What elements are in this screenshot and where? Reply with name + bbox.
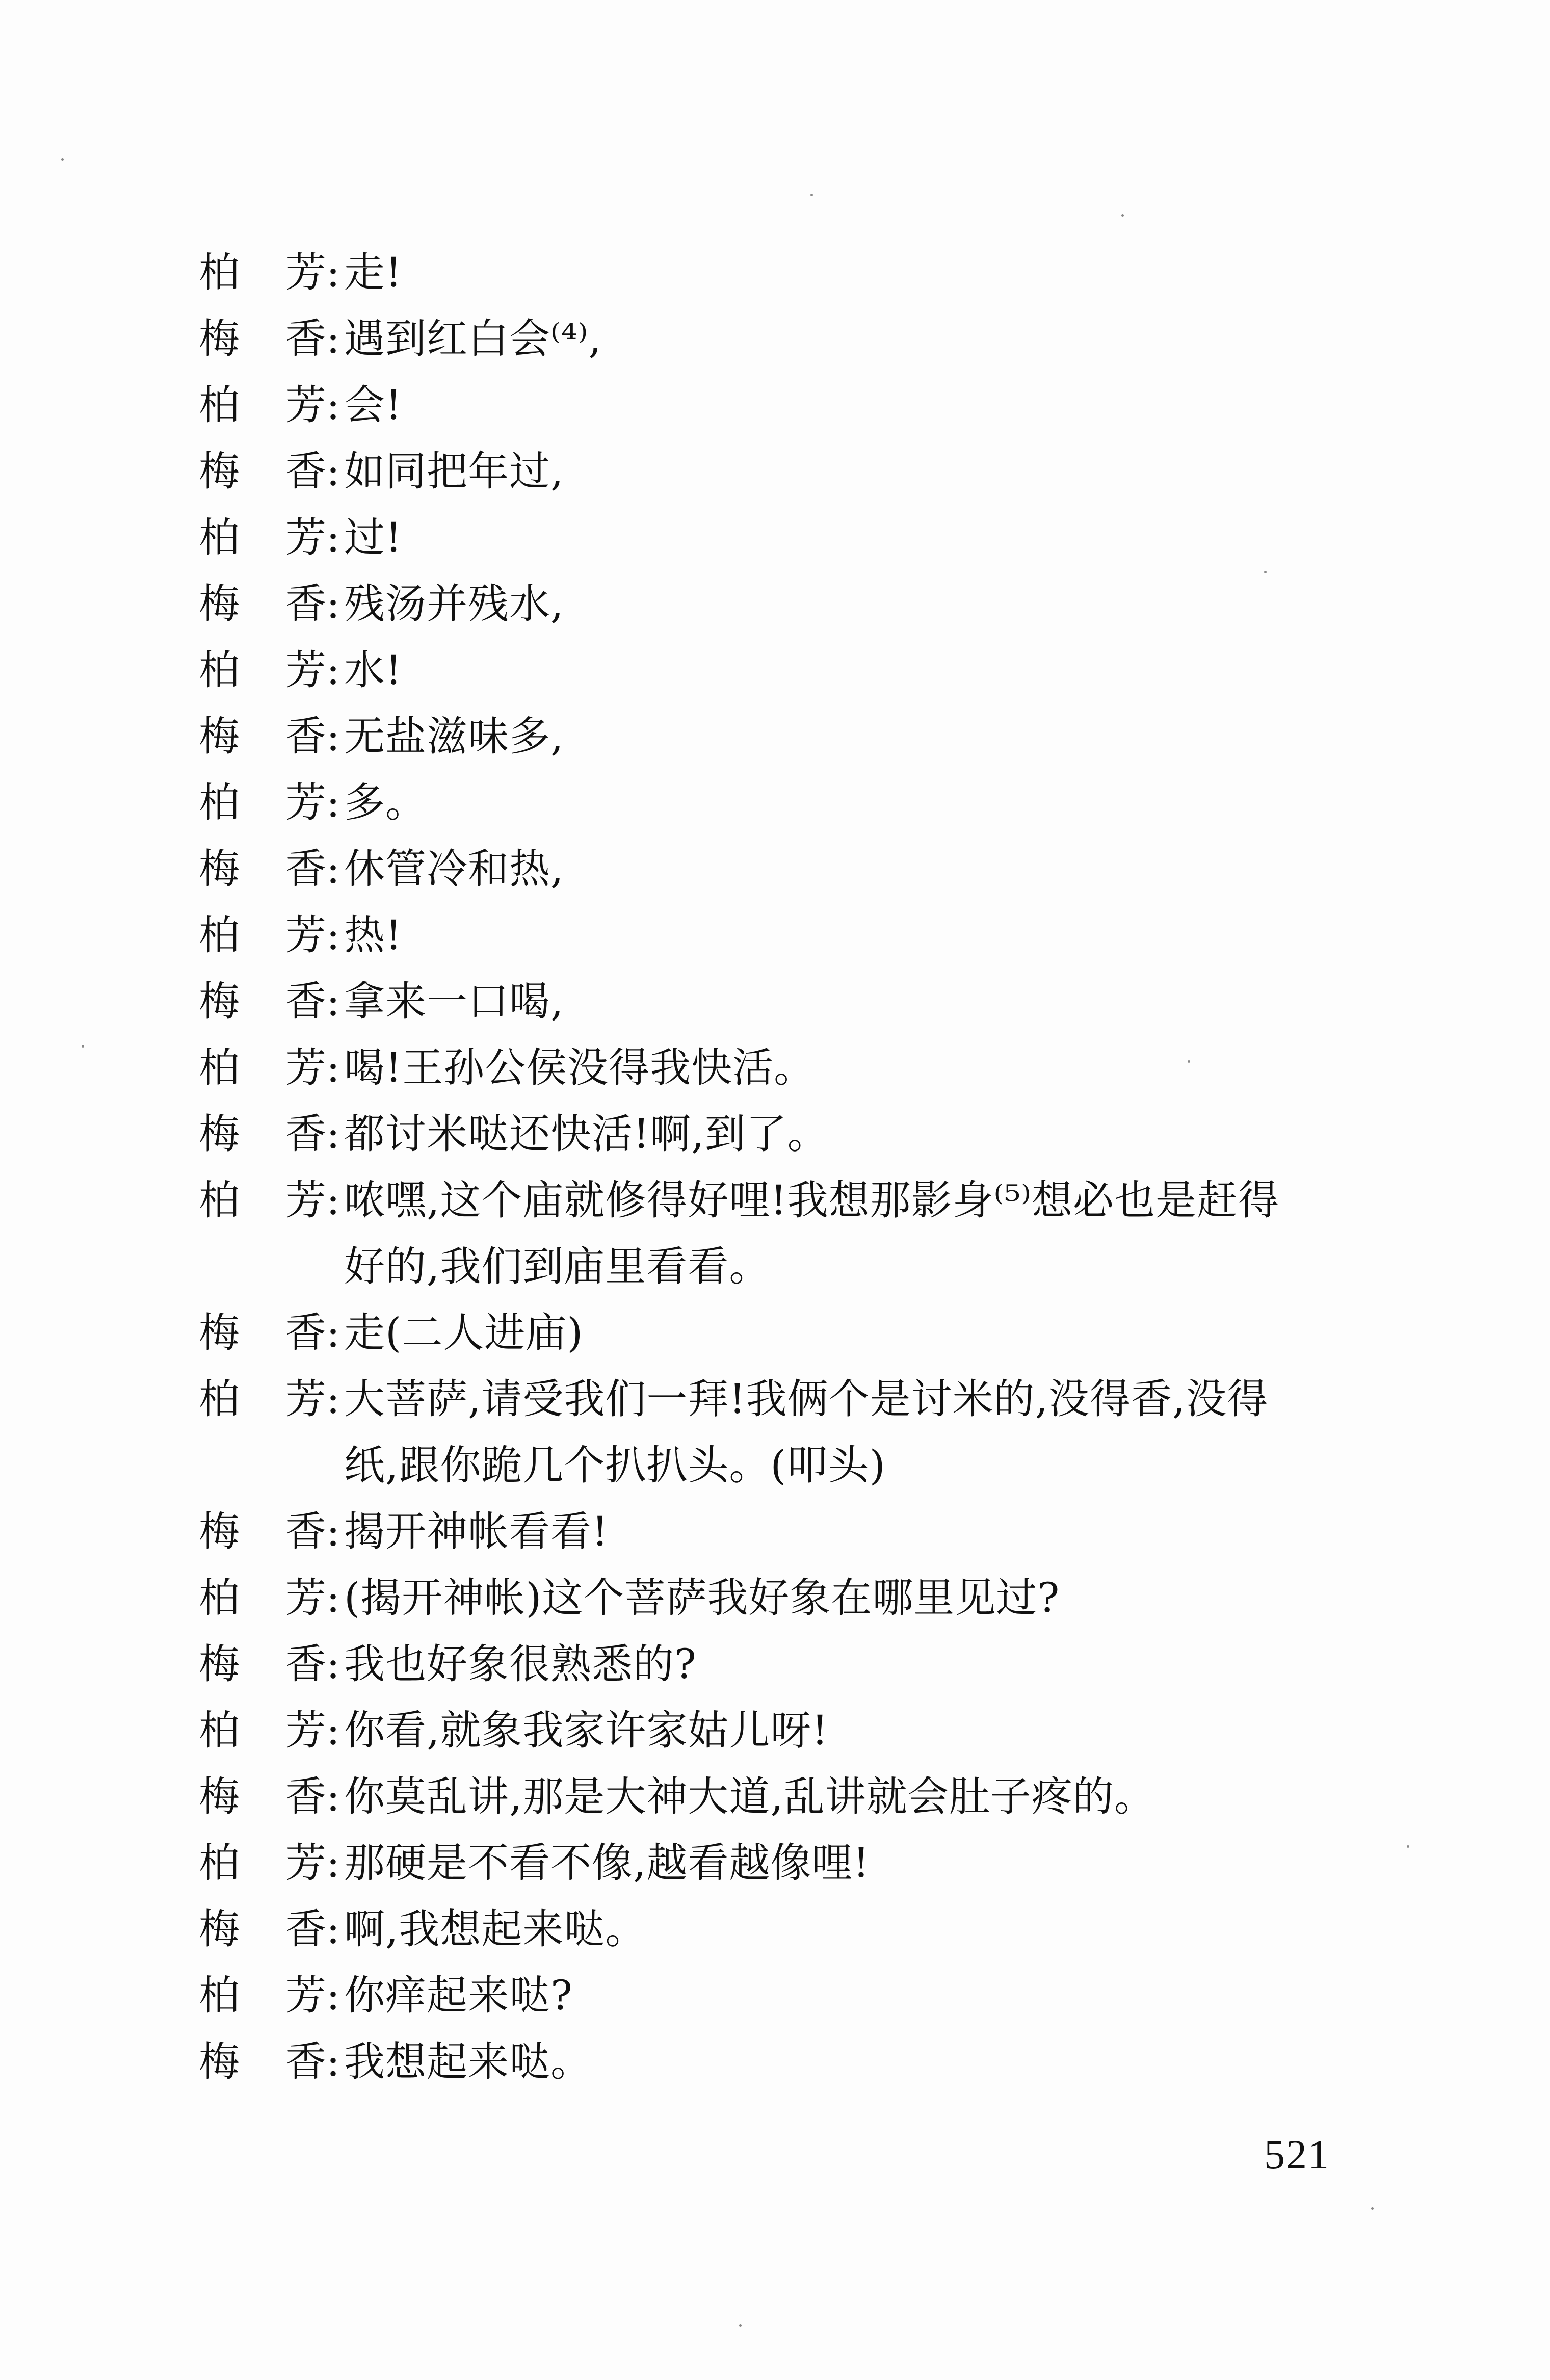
speaker-colon: : [326, 1044, 340, 1091]
speaker-char-2: 香 [285, 1640, 326, 1688]
speaker-colon: : [326, 646, 340, 694]
speaker-char-1: 柏 [199, 1574, 240, 1621]
speaker-colon: : [326, 713, 340, 760]
speaker-char-1: 梅 [199, 2038, 240, 2085]
speaker-colon: : [326, 1972, 340, 2019]
dialogue-line [196, 1631, 1420, 1697]
dialogue-line [196, 372, 1420, 438]
dialogue-text: 走(二人进庙) [344, 1309, 584, 1356]
speaker-char-2: 芳 [285, 1574, 326, 1621]
dialogue-line [196, 637, 1420, 703]
speaker-colon: : [326, 1176, 340, 1224]
speaker-char-1: 梅 [199, 1110, 240, 1158]
speaker-colon: : [326, 1707, 340, 1754]
dialogue-text: 你看,就象我家许家姑儿呀! [344, 1707, 829, 1754]
speaker-char-2: 芳 [285, 1839, 326, 1887]
scan-speck [1188, 1060, 1190, 1063]
dialogue-text: 会! [344, 381, 403, 429]
dialogue-line [196, 1101, 1420, 1167]
dialogue-line [196, 438, 1420, 505]
speaker-char-2: 芳 [285, 1707, 326, 1754]
speaker-colon: : [326, 1110, 340, 1158]
scan-speck [810, 194, 813, 196]
speaker-colon: : [326, 845, 340, 893]
dialogue-line [196, 1896, 1420, 1963]
dialogue-text: 走! [344, 249, 403, 296]
dialogue-text-line-1: 大菩萨,请受我们一拜!我俩个是讨米的,没得香,没得 [344, 1375, 1269, 1423]
dialogue-text: (揭开神帐)这个菩萨我好象在哪里见过? [344, 1574, 1060, 1621]
dialogue-line [196, 306, 1420, 372]
dialogue-line [196, 770, 1420, 836]
scan-speck [1121, 214, 1124, 217]
dialogue-line [196, 571, 1420, 637]
dialogue-line [196, 1830, 1420, 1896]
speaker-colon: : [326, 448, 340, 495]
dialogue-text: 过! [344, 514, 403, 561]
speaker-colon: : [326, 381, 340, 429]
speaker-char-2: 芳 [285, 1972, 326, 2019]
speaker-char-2: 香 [285, 2038, 326, 2085]
dialogue-line [196, 902, 1420, 969]
dialogue-line [196, 1300, 1420, 1366]
dialogue-text: 遇到红白会⁽⁴⁾, [344, 315, 602, 362]
dialogue-line [196, 836, 1420, 902]
speaker-colon: : [326, 1905, 340, 1953]
dialogue-line [196, 969, 1420, 1035]
speaker-char-2: 芳 [285, 911, 326, 959]
speaker-char-1: 柏 [199, 1044, 240, 1091]
speaker-char-1: 柏 [199, 1176, 240, 1224]
dialogue-line [196, 2029, 1420, 2095]
speaker-char-2: 芳 [285, 514, 326, 561]
speaker-colon: : [326, 779, 340, 826]
dialogue-text-line-1: 哝嘿,这个庙就修得好哩!我想那影身⁽⁵⁾想必也是赶得 [344, 1176, 1279, 1224]
dialogue-text: 你莫乱讲,那是大神大道,乱讲就会肚子疼的。 [344, 1773, 1155, 1820]
speaker-colon: : [326, 911, 340, 959]
speaker-char-1: 柏 [199, 381, 240, 429]
speaker-char-2: 香 [285, 1773, 326, 1820]
dialogue-text: 那硬是不看不像,越看越像哩! [344, 1839, 870, 1887]
speaker-char-1: 柏 [199, 1839, 240, 1887]
speaker-char-1: 柏 [199, 911, 240, 959]
dialogue-line [196, 1565, 1420, 1631]
speaker-char-1: 柏 [199, 1972, 240, 2019]
dialogue-line [196, 1963, 1420, 2029]
dialogue-text: 揭开神帐看看! [344, 1508, 609, 1555]
speaker-colon: : [326, 978, 340, 1025]
dialogue-line [196, 1035, 1420, 1101]
dialogue-line [196, 1366, 1420, 1499]
speaker-char-2: 香 [285, 1508, 326, 1555]
speaker-char-2: 芳 [285, 249, 326, 296]
scan-speck [739, 2324, 742, 2327]
dialogue-line [196, 240, 1420, 306]
scan-speck [82, 1045, 84, 1048]
speaker-char-2: 香 [285, 713, 326, 760]
script-dialogue [196, 240, 1420, 2095]
speaker-char-2: 芳 [285, 779, 326, 826]
speaker-char-2: 芳 [285, 1176, 326, 1224]
speaker-char-1: 柏 [199, 1707, 240, 1754]
dialogue-line [196, 1697, 1420, 1764]
scan-speck [1264, 571, 1267, 573]
speaker-char-2: 芳 [285, 381, 326, 429]
speaker-char-2: 香 [285, 845, 326, 893]
dialogue-text: 啊,我想起来哒。 [344, 1905, 647, 1953]
dialogue-line [196, 505, 1420, 571]
speaker-colon: : [326, 1574, 340, 1621]
dialogue-text [344, 1167, 1550, 1300]
dialogue-line [196, 1167, 1420, 1300]
speaker-char-1: 柏 [199, 779, 240, 826]
dialogue-text: 我想起来哒。 [344, 2038, 592, 2085]
speaker-colon: : [326, 315, 340, 362]
speaker-char-1: 柏 [199, 1375, 240, 1423]
scan-speck [1407, 1845, 1409, 1848]
dialogue-text: 休管冷和热, [344, 845, 564, 893]
speaker-colon: : [326, 514, 340, 561]
speaker-char-2: 香 [285, 978, 326, 1025]
speaker-char-1: 梅 [199, 448, 240, 495]
speaker-char-1: 柏 [199, 249, 240, 296]
speaker-colon: : [326, 1773, 340, 1820]
dialogue-text: 我也好象很熟悉的? [344, 1640, 697, 1688]
speaker-char-2: 香 [285, 1110, 326, 1158]
dialogue-text: 拿来一口喝, [344, 978, 564, 1025]
speaker-colon: : [326, 249, 340, 296]
speaker-colon: : [326, 1375, 340, 1423]
dialogue-text: 都讨米哒还快活!啊,到了。 [344, 1110, 829, 1158]
speaker-char-2: 香 [285, 1309, 326, 1356]
speaker-char-1: 梅 [199, 713, 240, 760]
dialogue-text-line-2: 好的,我们到庙里看看。 [344, 1243, 771, 1290]
speaker-char-2: 芳 [285, 1044, 326, 1091]
speaker-colon: : [326, 1508, 340, 1555]
dialogue-text: 残汤并残水, [344, 580, 564, 627]
speaker-char-1: 梅 [199, 1640, 240, 1688]
speaker-char-1: 梅 [199, 1309, 240, 1356]
dialogue-line [196, 1764, 1420, 1830]
speaker-colon: : [326, 1309, 340, 1356]
scan-speck [1371, 2207, 1374, 2210]
page-number: 521 [1264, 2131, 1330, 2178]
speaker-char-2: 香 [285, 448, 326, 495]
speaker-colon: : [326, 1640, 340, 1688]
dialogue-text-line-2: 纸,跟你跪几个扒扒头。(叩头) [344, 1442, 886, 1489]
speaker-char-1: 梅 [199, 1773, 240, 1820]
speaker-char-1: 柏 [199, 514, 240, 561]
dialogue-line [196, 1499, 1420, 1565]
dialogue-text: 无盐滋味多, [344, 713, 564, 760]
speaker-colon: : [326, 1839, 340, 1887]
speaker-char-1: 梅 [199, 1508, 240, 1555]
dialogue-text: 喝!王孙公侯没得我快活。 [344, 1044, 816, 1091]
speaker-char-2: 香 [285, 1905, 326, 1953]
speaker-char-2: 芳 [285, 1375, 326, 1423]
speaker-char-2: 芳 [285, 646, 326, 694]
speaker-char-1: 梅 [199, 845, 240, 893]
dialogue-text: 如同把年过, [344, 448, 564, 495]
speaker-colon: : [326, 2038, 340, 2085]
speaker-char-2: 香 [285, 580, 326, 627]
dialogue-text: 水! [344, 646, 403, 694]
dialogue-text: 多。 [344, 779, 427, 826]
dialogue-text: 热! [344, 911, 403, 959]
speaker-char-1: 梅 [199, 315, 240, 362]
speaker-char-1: 柏 [199, 646, 240, 694]
speaker-char-2: 香 [285, 315, 326, 362]
dialogue-line [196, 703, 1420, 770]
dialogue-text: 你痒起来哒? [344, 1972, 573, 2019]
speaker-colon: : [326, 580, 340, 627]
dialogue-text [344, 1366, 1550, 1499]
speaker-char-1: 梅 [199, 978, 240, 1025]
scan-speck [61, 158, 64, 161]
speaker-char-1: 梅 [199, 1905, 240, 1953]
speaker-char-1: 梅 [199, 580, 240, 627]
